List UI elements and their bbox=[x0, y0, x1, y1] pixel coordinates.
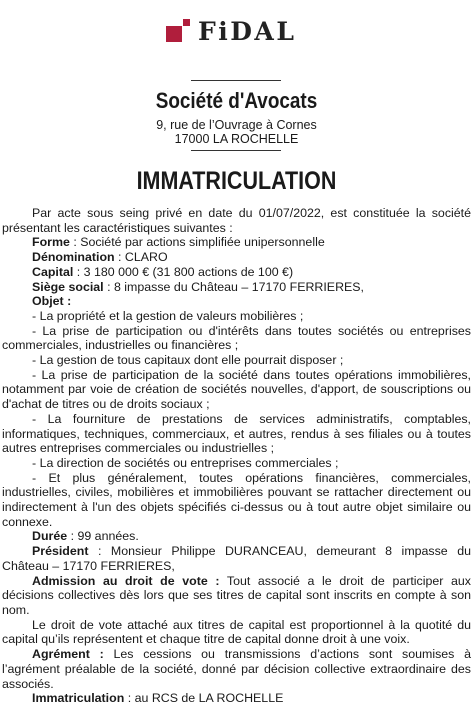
admission-value: Tout associé a le droit de participer aux décisions collectives dès lors que ses titres de capital sont inscrits en compte à son nom. bbox=[2, 573, 471, 617]
objet-item: - La fourniture de prestations de services administratifs, comptables, informatiques, techniques, commerciaux, et autres, rendus à ses filiales ou à toutes autres entreprises commerciales ou industrielles ; bbox=[2, 411, 471, 456]
objet-item: - La prise de participation de la société dans toutes opérations immobilières, notamment par voie de création de sociétés nouvelles, d'apport, de souscriptions ou d'achat de titres ou de droits sociaux ; bbox=[2, 367, 471, 412]
intro-paragraph: Par acte sous seing privé en date du 01/07/2022, est constituée la société présentant les caractéristiques suivantes : bbox=[2, 206, 471, 235]
fidal-logo-icon bbox=[166, 16, 192, 42]
forme-label: Forme bbox=[32, 235, 70, 250]
objet-line bbox=[2, 294, 471, 309]
logo-text: FiDAL bbox=[198, 17, 297, 46]
capital-value: : 3 180 000 € (31 800 actions de 100 €) bbox=[73, 264, 294, 279]
objet-item: - La propriété et la gestion de valeurs mobilières ; bbox=[32, 308, 304, 323]
voting-rights-line: Le droit de vote attaché aux titres de capital est proportionnel à la quotité du capital qu’ils représentent et chaque titre de capital donne droit à une voix. bbox=[2, 617, 471, 647]
president-value: : Monsieur Philippe DURANCEAU, demeurant 8 impasse du Château – 17170 FERRIERES, bbox=[2, 544, 471, 573]
denomination-value: : CLARO bbox=[114, 250, 168, 265]
divider-bottom bbox=[191, 150, 281, 151]
siege-value: : 8 impasse du Château – 17170 FERRIERES, bbox=[103, 279, 364, 294]
logo-square-small bbox=[183, 19, 190, 26]
capital-label: Capital bbox=[32, 264, 74, 279]
logo-square-large bbox=[166, 26, 182, 42]
capital-line bbox=[2, 265, 471, 280]
objet-item: - La direction de sociétés ou entreprises commerciales ; bbox=[32, 455, 339, 470]
siege-line bbox=[2, 280, 471, 295]
firm-name: Société d'Avocats bbox=[155, 88, 318, 113]
agrement-label: Agrément : bbox=[32, 647, 104, 662]
forme-line bbox=[2, 235, 471, 250]
admission-label: Admission au droit de vote : bbox=[32, 573, 220, 588]
president-label: Président bbox=[32, 544, 89, 559]
duree-line bbox=[2, 529, 471, 544]
denomination-line bbox=[2, 250, 471, 265]
divider-top bbox=[191, 80, 281, 81]
objet-label: Objet bbox=[32, 294, 64, 309]
fidal-logo bbox=[166, 16, 316, 50]
objet-item: - La prise de participation ou d'intérêts dans toutes sociétés ou entreprises commerciales, industrielles ou financières ; bbox=[2, 323, 471, 353]
forme-value: : Société par actions simplifiée unipersonnelle bbox=[69, 235, 325, 250]
address-line-1: 9, rue de l’Ouvrage à Cornes bbox=[156, 118, 317, 132]
siege-label: Siège social bbox=[32, 279, 104, 294]
objet-item: - Et plus généralement, toutes opérations financières, commerciales, industrielles, civiles, mobilières et immobilières pouvant se rattacher directement ou indirectement à l'un des objets spécifiés ci-dessus ou à tout autre objet similaire ou connexe. bbox=[2, 470, 471, 529]
agrement-line bbox=[2, 647, 471, 691]
duree-value: : 99 années. bbox=[67, 529, 139, 544]
immatriculation-value: : au RCS de LA ROCHELLE bbox=[124, 691, 284, 706]
duree-label: Durée bbox=[32, 529, 68, 544]
immatriculation-label: Immatriculation bbox=[32, 691, 125, 706]
objet-suffix: : bbox=[63, 294, 72, 309]
notice-body bbox=[2, 206, 471, 706]
objet-item: - La gestion de tous capitaux dont elle pourrait disposer ; bbox=[32, 353, 344, 368]
immatriculation-line bbox=[2, 691, 471, 706]
admission-line bbox=[2, 574, 471, 618]
notice-heading: IMMATRICULATION bbox=[136, 167, 337, 195]
denomination-label: Dénomination bbox=[32, 250, 115, 265]
president-line bbox=[2, 544, 471, 573]
address-line-2: 17000 LA ROCHELLE bbox=[174, 132, 299, 146]
agrement-value: Les cessions ou transmissions d’actions sont soumises à l’agrément préalable de la société, donné par décision collective extraordinaire des associés. bbox=[2, 647, 472, 691]
